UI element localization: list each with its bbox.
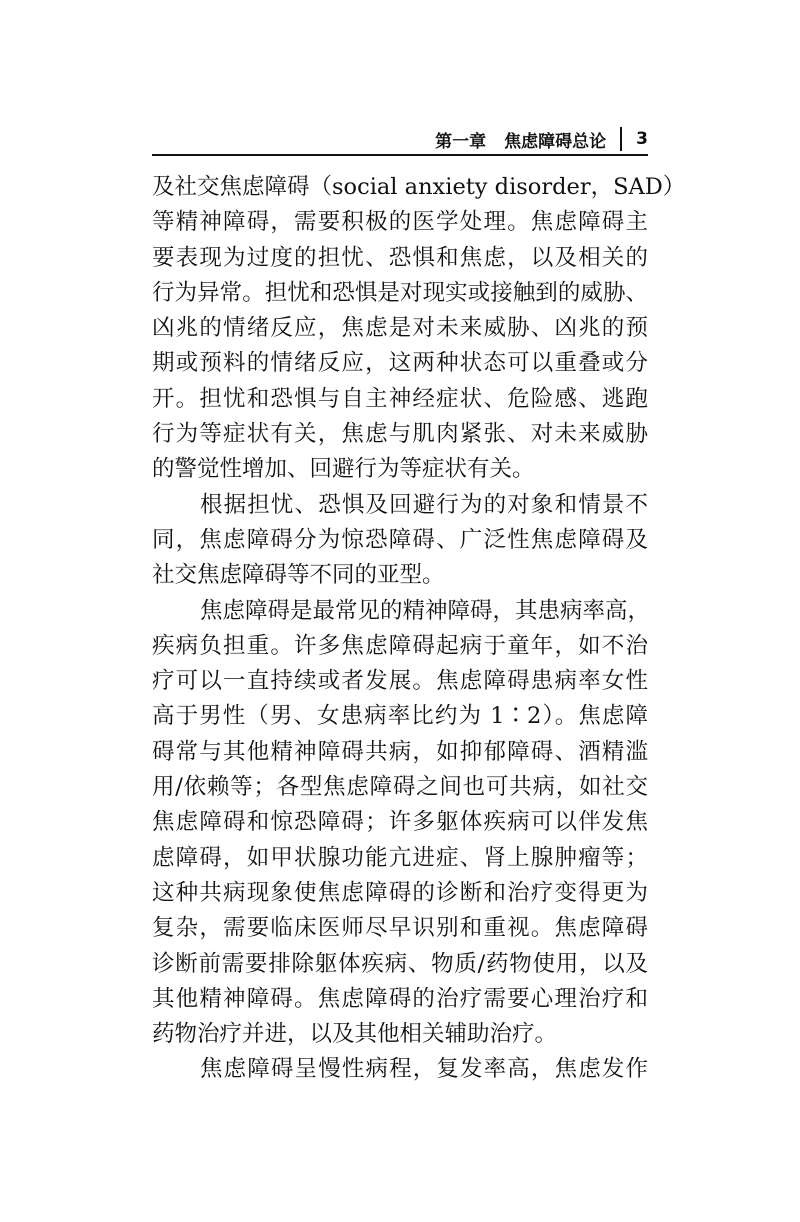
text-line: 药物治疗并进，以及其他相关辅助治疗。 (152, 1021, 558, 1048)
text-line: 根据担忧、恐惧及回避行为的对象和情景不 (200, 491, 648, 518)
text-line: 用/依赖等；各型焦虑障碍之间也可共病，如社交 (152, 774, 648, 801)
text-line: 等精神障碍，需要积极的医学处理。焦虑障碍主 (152, 209, 648, 236)
text-line: 的警觉性增加、回避行为等症状有关。 (152, 456, 535, 483)
text-line: 开。担忧和恐惧与自主神经症状、危险感、逃跑 (152, 385, 648, 412)
chapter-title: 焦虑障碍总论 (504, 131, 607, 152)
text-line: 这种共病现象使焦虑障碍的诊断和治疗变得更为 (152, 879, 648, 906)
text-line: 复杂，需要临床医师尽早识别和重视。焦虑障碍 (152, 915, 648, 942)
text-line: 要表现为过度的担忧、恐惧和焦虑，以及相关的 (152, 244, 648, 271)
text-line: 期或预料的情绪反应，这两种状态可以重叠或分 (152, 350, 648, 377)
text-line: 焦虑障碍和惊恐障碍；许多躯体疾病可以伴发焦 (152, 809, 648, 836)
text-line: 焦虑障碍是最常见的精神障碍，其患病率高， (200, 597, 651, 624)
text-line: 诊断前需要排除躯体疾病、物质/药物使用，以及 (152, 950, 648, 977)
text-line: 疗可以一直持续或者发展。焦虑障碍患病率女性 (152, 668, 648, 695)
header-rule (152, 154, 648, 156)
text-line: 高于男性（男、女患病率比约为 1∶2）。焦虑障 (152, 703, 648, 730)
running-header (152, 124, 648, 154)
text-line: 行为异常。担忧和恐惧是对现实或接触到的威胁、 (152, 279, 648, 306)
text-line: 焦虑障碍呈慢性病程，复发率高，焦虑发作 (200, 1056, 648, 1083)
page-number: 3 (636, 129, 648, 149)
body-text (152, 170, 686, 1088)
text-line: 其他精神障碍。焦虑障碍的治疗需要心理治疗和 (152, 985, 648, 1012)
chapter-number: 第一章 (435, 131, 487, 152)
text-line: 同，焦虑障碍分为惊恐障碍、广泛性焦虑障碍及 (152, 526, 648, 553)
text-line: 及社交焦虑障碍（social anxiety disorder，SAD） (152, 174, 686, 200)
text-line: 凶兆的情绪反应，焦虑是对未来威胁、凶兆的预 (152, 315, 648, 342)
text-line: 社交焦虑障碍等不同的亚型。 (152, 562, 445, 589)
text-line: 行为等症状有关，焦虑与肌肉紧张、对未来威胁 (152, 421, 648, 448)
text-line: 虑障碍，如甲状腺功能亢进症、肾上腺肿瘤等； (152, 844, 648, 871)
header-separator (620, 127, 622, 151)
text-line: 碍常与其他精神障碍共病，如抑郁障碍、酒精滥 (152, 738, 648, 765)
text-line: 疾病负担重。许多焦虑障碍起病于童年，如不治 (152, 632, 648, 659)
